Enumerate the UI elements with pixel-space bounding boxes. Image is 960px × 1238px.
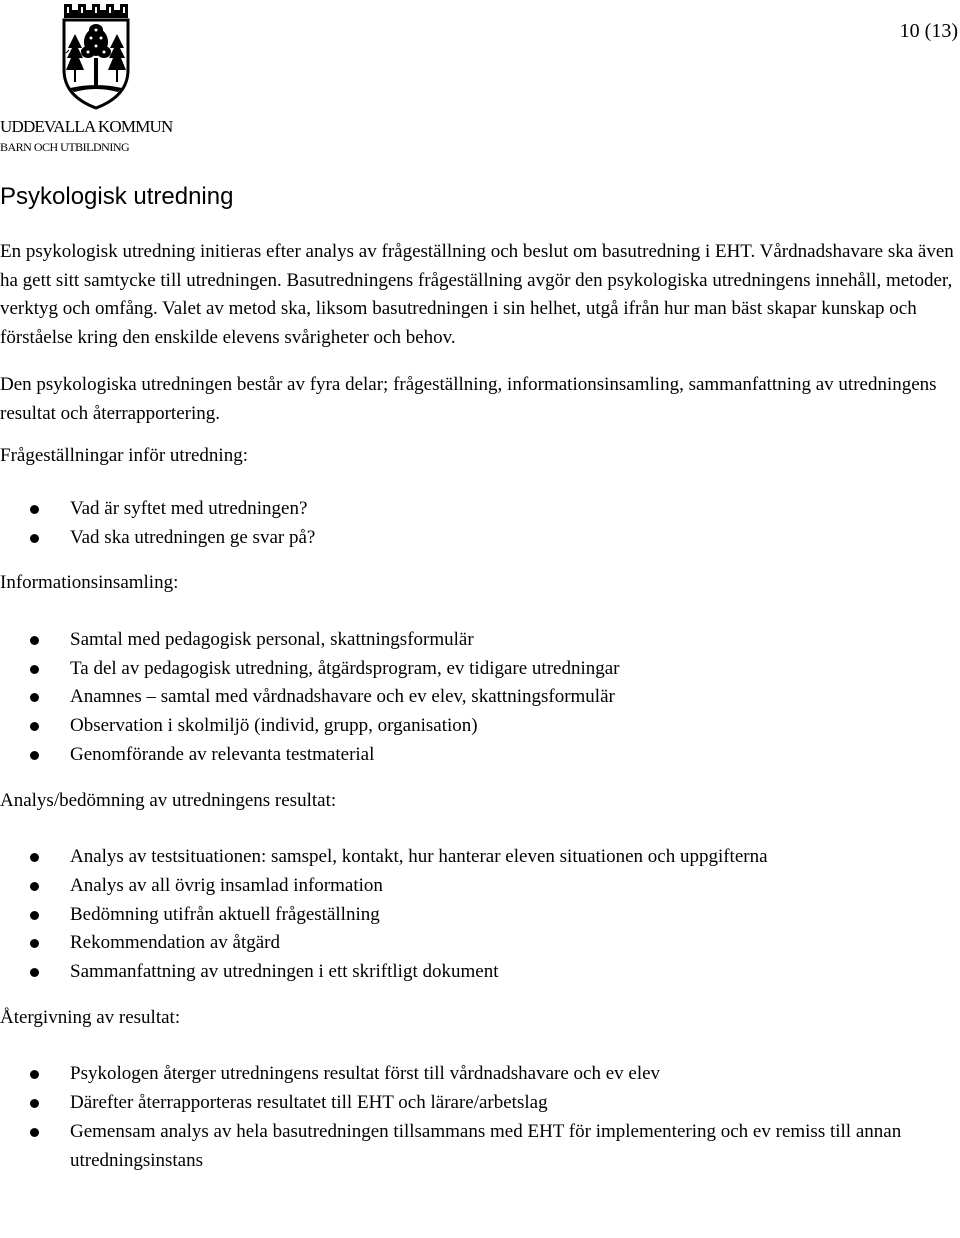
bullet-icon — [30, 665, 39, 674]
list-item-text: Analys av testsituationen: samspel, kontakt, hur hanterar eleven situationen och uppgifterna — [70, 846, 768, 868]
list-item-text: Vad är syftet med utredningen? — [70, 497, 308, 519]
bullet-icon — [30, 693, 39, 702]
bullet-icon — [30, 751, 39, 760]
list-item — [0, 872, 958, 901]
bullet-icon — [30, 722, 39, 731]
list-item — [0, 958, 958, 987]
intro-paragraph: En psykologisk utredning initieras efter analys av frågeställning och beslut om basutredning i EHT. Vårdnadshavare ska även ha gett sitt samtycke till utredningen. Basutredningens frågeställning avgör den psykologiska utredningens innehåll, metoder, verktyg och omfång. Valet av metod ska, liksom basutredningen i sin helhet, utgå ifrån hur man bäst skapar kunskap och förståelse kring den enskilde elevens svårigheter och behov. — [0, 241, 954, 349]
list-item — [0, 626, 958, 655]
bullet-icon — [30, 534, 39, 543]
bullet-icon — [30, 505, 39, 514]
bullet-icon — [30, 1099, 39, 1108]
list-item — [0, 712, 958, 741]
bullet-icon — [30, 968, 39, 977]
section-heading-results: Återgivning av resultat: — [0, 1006, 181, 1028]
bullet-icon — [30, 911, 39, 920]
list-item-text: Gemensam analys av hela basutredningen tillsammans med EHT för implementering och ev remiss till annan utredningsinstans — [70, 1120, 902, 1171]
bullet-icon — [30, 853, 39, 862]
list-item — [0, 1060, 958, 1089]
list-item — [0, 741, 958, 770]
list-item-text: Bedömning utifrån aktuell frågeställning — [70, 903, 380, 925]
page-number: 10 (13) — [899, 20, 958, 42]
page-title: Psykologisk utredning — [0, 183, 234, 210]
list-item — [0, 683, 958, 712]
list-item — [0, 1089, 958, 1118]
questions-list — [0, 495, 958, 552]
list-item — [0, 929, 958, 958]
document-body — [0, 238, 958, 1175]
list-item — [0, 843, 958, 872]
section-heading-questions: Frågeställningar inför utredning: — [0, 445, 248, 467]
municipality-crest-icon — [58, 0, 134, 110]
information-list — [0, 626, 958, 770]
structure-paragraph: Den psykologiska utredningen består av fyra delar; frågeställning, informationsinsamling, sammanfattning av utredningens resultat och återrapportering. — [0, 373, 937, 424]
list-item-text: Ta del av pedagogisk utredning, åtgärdsprogram, ev tidigare utredningar — [70, 657, 620, 679]
list-item-text: Analys av all övrig insamlad information — [70, 874, 383, 896]
bullet-icon — [30, 939, 39, 948]
organization-department: BARN OCH UTBILDNING — [0, 140, 130, 154]
list-item-text: Psykologen återger utredningens resultat först till vårdnadshavare och ev elev — [70, 1063, 661, 1085]
list-item-text: Anamnes – samtal med vårdnadshavare och ev elev, skattningsformulär — [70, 686, 615, 708]
results-list — [0, 1060, 958, 1175]
list-item-text: Genomförande av relevanta testmaterial — [70, 743, 375, 765]
list-item-text: Sammanfattning av utredningen i ett skriftligt dokument — [70, 961, 499, 983]
organization-name: UDDEVALLA KOMMUN — [0, 117, 173, 136]
analysis-list — [0, 843, 958, 987]
list-item — [0, 1118, 958, 1175]
list-item-text: Rekommendation av åtgärd — [70, 932, 280, 954]
list-item-text: Därefter återrapporteras resultatet till EHT och lärare/arbetslag — [70, 1092, 548, 1114]
list-item — [0, 495, 958, 524]
list-item — [0, 524, 958, 553]
list-item-text: Samtal med pedagogisk personal, skattningsformulär — [70, 629, 474, 651]
list-item-text: Vad ska utredningen ge svar på? — [70, 526, 316, 548]
bullet-icon — [30, 882, 39, 891]
section-heading-analysis: Analys/bedömning av utredningens resultat: — [0, 789, 337, 811]
list-item — [0, 901, 958, 930]
bullet-icon — [30, 1070, 39, 1079]
list-item-text: Observation i skolmiljö (individ, grupp, organisation) — [70, 715, 478, 737]
organization-block — [0, 118, 172, 153]
section-heading-information: Informationsinsamling: — [0, 572, 179, 594]
bullet-icon — [30, 636, 39, 645]
list-item — [0, 655, 958, 684]
bullet-icon — [30, 1128, 39, 1137]
